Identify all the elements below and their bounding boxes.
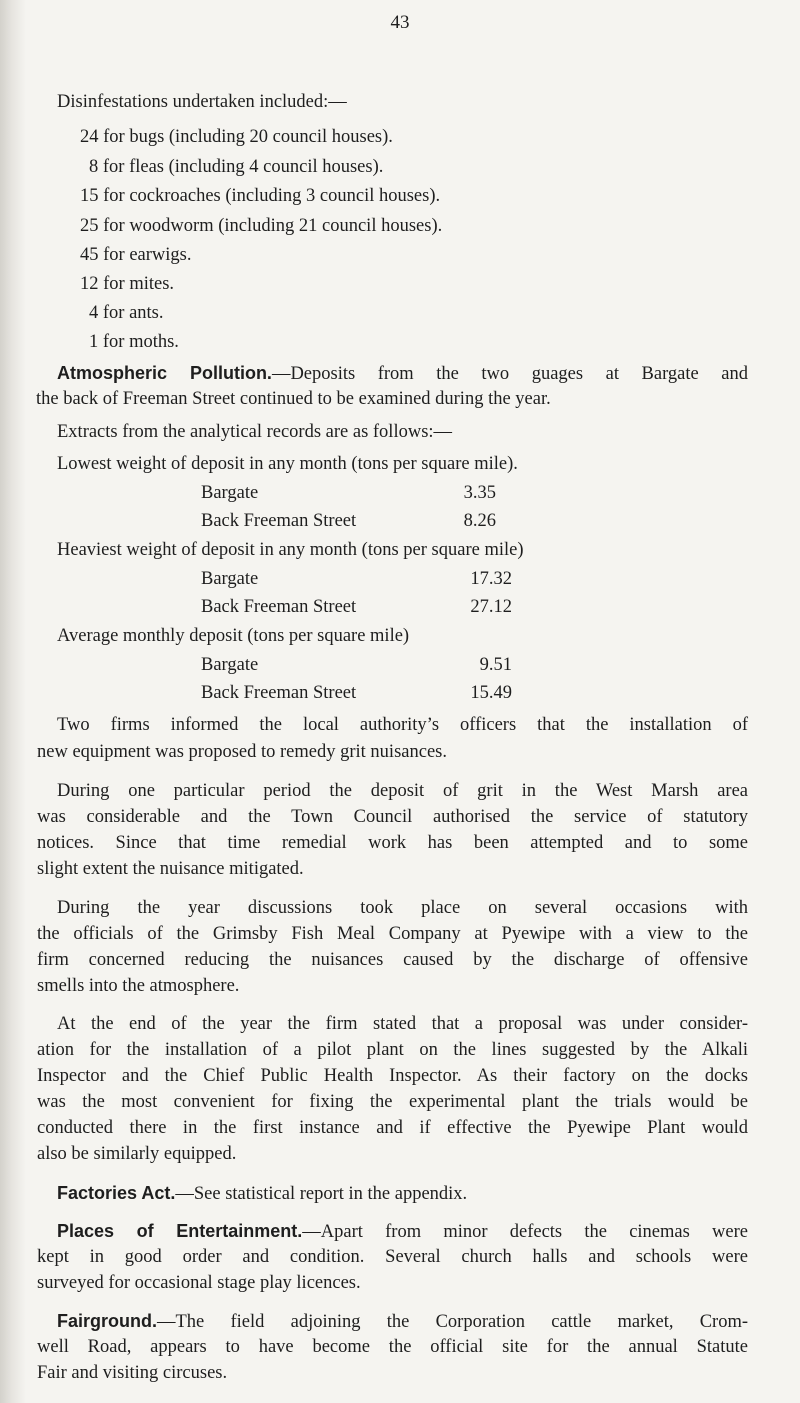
disinfestation-item: 12 for mites.: [80, 274, 175, 294]
deposit-value: 27.12: [470, 597, 512, 617]
deposit-place: Bargate: [201, 569, 259, 589]
extracts-line: Extracts from the analytical records are as follows:—: [57, 422, 453, 442]
fairground-first-line: [57, 1309, 748, 1334]
fairground-line2: well Road, appears to have become the official site for the annual Statute: [37, 1337, 748, 1357]
deposit-place: Back Freeman Street: [201, 597, 357, 617]
lowest-weight-label: Lowest weight of deposit in any month (tons per square mile).: [57, 454, 518, 474]
deposit-value: 15.49: [470, 683, 512, 703]
atmospheric-line1: —Deposits from the two guages at Bargate and: [271, 364, 748, 384]
paragraph-line: During the year discussions took place on several occasions with: [57, 898, 748, 918]
disinfestation-item: 4 for ants.: [89, 303, 164, 323]
disinfestation-item: 45 for earwigs.: [80, 245, 192, 265]
paragraph-line: notices. Since that time remedial work has been attempted and to some: [37, 833, 748, 853]
disinfestation-item: 25 for woodworm (including 21 council houses).: [80, 216, 443, 236]
disinfestation-item: 8 for fleas (including 4 council houses).: [89, 157, 384, 177]
atmospheric-first-line: [57, 361, 748, 386]
paragraph-line: During one particular period the deposit of grit in the West Marsh area: [57, 781, 748, 801]
paragraph-line: slight extent the nuisance mitigated.: [37, 859, 304, 879]
paragraph-line: Two firms informed the local authority’s officers that the installation of: [57, 715, 748, 735]
entertainment-first-line: [57, 1219, 748, 1244]
atmospheric-line2: the back of Freeman Street continued to be examined during the year.: [36, 389, 551, 409]
paragraph-line: also be similarly equipped.: [37, 1144, 237, 1164]
deposit-value: 9.51: [479, 655, 512, 675]
entertainment-line1: —Apart from minor defects the cinemas were: [302, 1222, 748, 1242]
deposit-place: Bargate: [201, 483, 259, 503]
disinfestation-item: 24 for bugs (including 20 council houses).: [80, 127, 393, 147]
paragraph-line: the officials of the Grimsby Fish Meal Company at Pyewipe with a view to the: [37, 924, 748, 944]
factories-act-line: [57, 1181, 467, 1206]
page-number: 43: [390, 12, 410, 33]
heaviest-weight-label: Heaviest weight of deposit in any month (tons per square mile): [57, 540, 524, 560]
section-heading-fairground: Fairground.: [57, 1311, 157, 1331]
section-heading-factories: Factories Act.: [57, 1183, 176, 1203]
paragraph-line: was considerable and the Town Council authorised the service of statutory: [37, 807, 748, 827]
paragraph-line: At the end of the year the firm stated that a proposal was under consider-: [57, 1014, 748, 1034]
section-heading-atmospheric: Atmospheric Pollution.: [57, 363, 272, 383]
fairground-line3: Fair and visiting circuses.: [37, 1363, 228, 1383]
entertainment-line2: kept in good order and condition. Several church halls and schools were: [37, 1247, 748, 1267]
paragraph-line: firm concerned reducing the nuisances caused by the discharge of offensive: [37, 950, 748, 970]
paragraph-line: ation for the installation of a pilot plant on the lines suggested by the Alkali: [37, 1040, 748, 1060]
deposit-value: 17.32: [470, 569, 512, 589]
deposit-place: Bargate: [201, 655, 259, 675]
paragraph-line: smells into the atmosphere.: [37, 976, 240, 996]
factories-text: —See statistical report in the appendix.: [175, 1184, 468, 1204]
deposit-place: Back Freeman Street: [201, 511, 357, 531]
average-deposit-label: Average monthly deposit (tons per square mile): [57, 626, 410, 646]
paragraph-line: was the most convenient for fixing the experimental plant the trials would be: [37, 1092, 748, 1112]
paragraph-line: new equipment was proposed to remedy grit nuisances.: [37, 742, 447, 762]
deposit-value: 3.35: [463, 483, 496, 503]
paragraph-line: conducted there in the first instance and if effective the Pyewipe Plant would: [37, 1118, 748, 1138]
entertainment-line3: surveyed for occasional stage play licences.: [37, 1273, 361, 1293]
paragraph-line: Inspector and the Chief Public Health Inspector. As their factory on the docks: [37, 1066, 748, 1086]
deposit-place: Back Freeman Street: [201, 683, 357, 703]
disinfestation-item: 1 for moths.: [89, 332, 179, 352]
section-heading-entertainment: Places of Entertainment.: [57, 1221, 303, 1241]
disinfestation-item: 15 for cockroaches (including 3 council houses).: [80, 186, 441, 206]
fairground-line1: —The field adjoining the Corporation cattle market, Crom-: [157, 1312, 748, 1332]
deposit-value: 8.26: [463, 511, 496, 531]
disinfestations-intro: Disinfestations undertaken included:—: [57, 92, 347, 112]
